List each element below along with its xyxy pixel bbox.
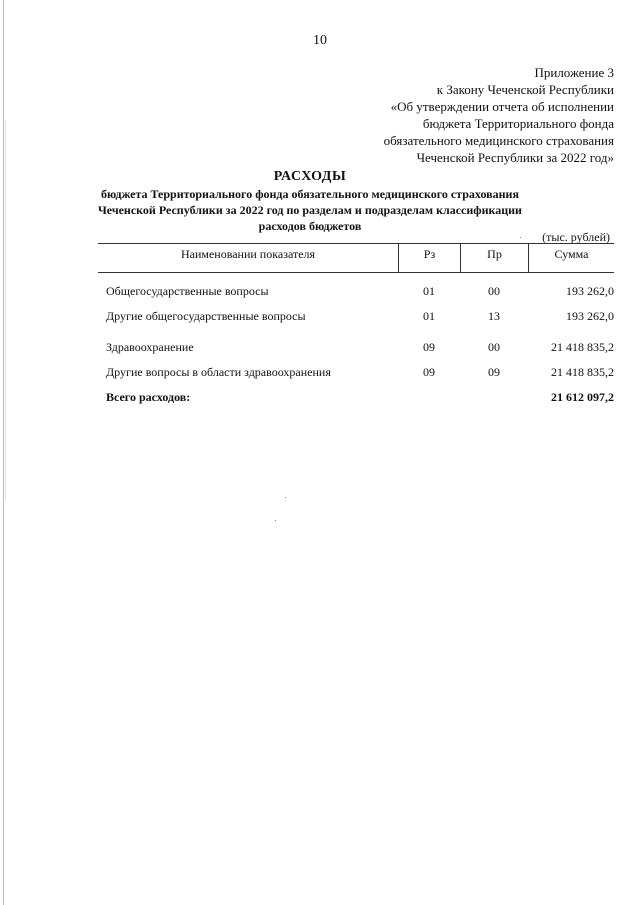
row-rz: 01: [423, 309, 435, 323]
page-number: 10: [313, 33, 327, 48]
table-row: [98, 360, 614, 385]
subtitle-line: бюджета Территориального фонда обязательного медицинского страхования: [101, 187, 519, 201]
row-name: Другие вопросы в области здравоохранения: [106, 365, 331, 379]
units-label: (тыс. рублей): [542, 230, 610, 244]
title-block: [95, 168, 525, 234]
appendix-line: Приложение 3: [534, 65, 614, 80]
row-name: Общегосударственные вопросы: [106, 284, 269, 298]
table-row: [98, 335, 614, 360]
row-sum: 193 262,0: [566, 284, 614, 298]
total-row: [98, 385, 614, 410]
document-title: РАСХОДЫ: [273, 169, 347, 184]
subtitle-line: расходов бюджетов: [258, 219, 362, 233]
scan-speck: [285, 497, 286, 498]
row-pr: 00: [488, 284, 500, 298]
row-pr: 13: [488, 309, 500, 323]
header-name: Наименовании показателя: [180, 246, 316, 261]
row-rz: 01: [423, 284, 435, 298]
appendix-line: «Об утверждении отчета об исполнении: [390, 99, 614, 114]
table-row: [98, 304, 614, 329]
scan-edge: [3, 0, 4, 905]
scan-speck: [520, 237, 521, 238]
expenses-table: [98, 243, 614, 410]
scan-speck: [275, 520, 276, 521]
scan-edge-inner: [5, 120, 6, 500]
table-header: [98, 243, 614, 273]
row-rz: 09: [423, 365, 435, 379]
row-pr: 09: [488, 365, 500, 379]
row-sum: 21 418 835,2: [551, 365, 614, 379]
row-name: Другие общегосударственные вопросы: [106, 309, 306, 323]
total-label: Всего расходов:: [106, 390, 191, 404]
appendix-line: бюджета Территориального фонда: [422, 116, 614, 131]
row-name: Здравоохранение: [106, 340, 194, 354]
header-pr: Пр: [460, 244, 528, 272]
total-sum: 21 612 097,2: [551, 390, 614, 404]
row-pr: 00: [488, 340, 500, 354]
row-rz: 09: [423, 340, 435, 354]
row-sum: 21 418 835,2: [551, 340, 614, 354]
appendix-line: к Закону Чеченской Республики: [436, 82, 614, 97]
appendix-line: Чеченской Республики за 2022 год»: [416, 150, 614, 165]
table-row: [98, 279, 614, 304]
appendix-block: [284, 64, 614, 166]
header-sum: Сумма: [528, 244, 614, 272]
header-rz: Рз: [398, 244, 460, 272]
subtitle-line: Чеченской Республики за 2022 год по разделам и подразделам классификации: [98, 203, 522, 217]
row-sum: 193 262,0: [566, 309, 614, 323]
appendix-line: обязательного медицинского страхования: [383, 133, 614, 148]
